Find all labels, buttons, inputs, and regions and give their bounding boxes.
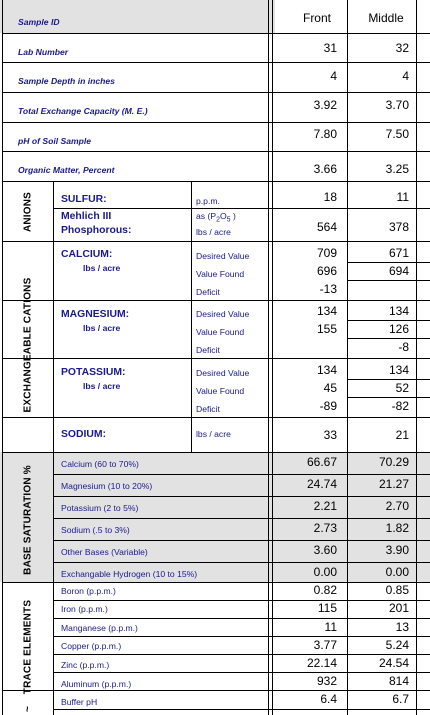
base-sat-middle: 3.90 (385, 543, 409, 557)
calcium-desired-middle: 671 (388, 246, 409, 260)
sulfur-front-value: 18 (323, 190, 337, 204)
sulfur-middle-value: 11 (396, 190, 409, 204)
potassium-desired-middle: 134 (388, 363, 409, 377)
row-label: pH of Soil Sample (18, 136, 92, 146)
phosphorous-unit-formula: as ($P_2O_5$ ) (196, 211, 236, 224)
phosphorous-middle-value: 378 (388, 220, 409, 234)
base-sat-label: Other Bases (Variable) (61, 547, 148, 557)
rule-horizontal (347, 379, 430, 380)
phosphorous-name-line2: Phosphorous: (61, 225, 132, 236)
calcium-desired-label: Desired Value (196, 251, 250, 261)
rule-horizontal (347, 338, 430, 339)
base-sat-front: 24.74 (306, 477, 337, 491)
base-sat-label: Magnesium (10 to 20%) (61, 481, 153, 491)
rule-horizontal (347, 280, 430, 281)
potassium-desired-label: Desired Value (196, 368, 250, 378)
phosphorous-unit: lbs / acre (196, 227, 231, 237)
trace-middle: 24.54 (378, 656, 409, 670)
base-sat-middle: 1.82 (385, 521, 409, 535)
base-sat-front: 2.73 (313, 521, 337, 535)
trace-middle: 13 (395, 620, 409, 634)
row-label: Lab Number (18, 47, 69, 57)
magnesium-desired-label: Desired Value (196, 309, 250, 319)
rule-horizontal (2, 358, 430, 359)
sulfur-name: SULFUR: (61, 194, 107, 205)
rule-horizontal (2, 62, 430, 63)
row-front-value: 7.80 (313, 127, 337, 141)
rule-horizontal (53, 672, 430, 673)
row-front-value: 3.92 (313, 98, 337, 112)
trace-label: Manganese (p.p.m.) (61, 623, 138, 633)
rule-horizontal (2, 92, 430, 93)
magnesium-found-label: Value Found (196, 327, 245, 337)
row-label: Sample Depth in inches (18, 76, 115, 86)
potassium-unit: lbs / acre (83, 381, 121, 391)
calcium-desired-front: 709 (316, 246, 337, 260)
potassium-found-middle: 52 (395, 381, 409, 395)
row-front-value: 3.66 (313, 162, 337, 176)
calcium-unit: lbs / acre (83, 263, 121, 273)
magnesium-name: MAGNESIUM: (61, 309, 130, 320)
trace-front: 22.14 (306, 656, 337, 670)
rule-vertical (191, 181, 192, 452)
rule-horizontal (347, 320, 430, 321)
potassium-deficit-front: -89 (319, 399, 337, 413)
rule-horizontal (2, 181, 430, 182)
rule-horizontal (53, 636, 430, 637)
sodium-unit: lbs / acre (196, 429, 231, 439)
trace-middle: 0.85 (385, 583, 409, 597)
rule-horizontal (53, 208, 430, 209)
trace-middle: 5.24 (385, 638, 409, 652)
row-middle-value: 3.70 (385, 98, 409, 112)
rule-horizontal (53, 496, 430, 497)
buffer-ph-middle: 6.7 (392, 692, 409, 706)
section-exchangeable-cations: EXCHANGEABLE CATIONS (22, 277, 34, 413)
trace-label: Aluminum (p.p.m.) (61, 679, 132, 689)
base-sat-label: Calcium (60 to 70%) (61, 459, 139, 469)
rule-horizontal (53, 654, 430, 655)
calcium-name: CALCIUM: (61, 249, 113, 260)
column-front-header: Front (302, 11, 331, 25)
base-sat-middle: 0.00 (385, 565, 409, 579)
calcium-deficit-front: -13 (319, 282, 337, 296)
sulfur-unit: p.p.m. (196, 196, 220, 206)
trace-label: Boron (p.p.m.) (61, 586, 116, 596)
rule-horizontal (2, 122, 430, 123)
column-middle-header: Middle (368, 11, 404, 25)
base-sat-front: 3.60 (313, 543, 337, 557)
base-sat-middle: 21.27 (378, 477, 409, 491)
trace-front: 115 (317, 601, 337, 615)
rule-horizontal (347, 262, 430, 263)
potassium-deficit-label: Deficit (196, 404, 220, 414)
trace-label: Copper (p.p.m.) (61, 641, 122, 651)
calcium-found-middle: 694 (388, 264, 409, 278)
rule-vertical (53, 181, 54, 715)
trace-front: 0.82 (313, 583, 337, 597)
row-middle-value: 32 (395, 41, 409, 55)
rule-horizontal (53, 518, 430, 519)
calcium-found-label: Value Found (196, 269, 245, 279)
magnesium-desired-middle: 134 (388, 304, 409, 318)
base-sat-front: 2.21 (313, 499, 337, 513)
row-front-value: 31 (323, 41, 337, 55)
trace-front: 3.77 (313, 638, 337, 652)
base-sat-front: 66.67 (306, 455, 337, 469)
row-middle-value: 3.25 (385, 162, 409, 176)
potassium-name: POTASSIUM: (61, 367, 126, 378)
section-other: ~ (22, 705, 34, 713)
rule-horizontal (2, 690, 430, 691)
magnesium-deficit-middle: -8 (398, 340, 409, 354)
rule-horizontal (2, 300, 430, 301)
sodium-middle-value: 21 (395, 428, 409, 442)
magnesium-deficit-label: Deficit (196, 345, 220, 355)
trace-front: 932 (316, 674, 337, 688)
phosphorous-name-line1: Mehlich III (61, 211, 112, 222)
base-sat-middle: 2.70 (385, 499, 409, 513)
section-anions: ANIONS (22, 191, 34, 233)
potassium-desired-front: 134 (316, 363, 337, 377)
rule-horizontal (2, 151, 430, 152)
rule-horizontal (2, 241, 430, 242)
row-front-value: 4 (330, 69, 337, 83)
sample-id-label: Sample ID (18, 17, 60, 27)
rule-horizontal (53, 562, 430, 563)
potassium-deficit-middle: -82 (391, 399, 409, 413)
rule-horizontal (53, 618, 430, 619)
rule-horizontal (2, 417, 430, 418)
base-sat-front: 0.00 (313, 565, 337, 579)
rule-horizontal (53, 540, 430, 541)
base-sat-middle: 70.29 (378, 455, 409, 469)
row-middle-value: 7.50 (385, 127, 409, 141)
trace-front: 11 (324, 620, 337, 634)
section-trace-elements: TRACE ELEMENTS (22, 599, 34, 695)
magnesium-unit: lbs / acre (83, 323, 121, 333)
magnesium-found-front: 155 (316, 322, 337, 336)
trace-label: Iron (p.p.m.) (61, 604, 108, 614)
trace-middle: 201 (388, 601, 409, 615)
rule-horizontal (2, 452, 430, 453)
buffer-ph-front: 6.4 (320, 692, 337, 706)
calcium-deficit-label: Deficit (196, 287, 220, 297)
sodium-name: SODIUM: (61, 429, 107, 440)
calcium-found-front: 696 (316, 264, 337, 278)
rule-horizontal (53, 474, 430, 475)
phosphorous-front-value: 564 (316, 220, 337, 234)
rule-horizontal (347, 397, 430, 398)
trace-middle: 814 (388, 674, 409, 688)
row-middle-value: 4 (402, 69, 409, 83)
rule-horizontal (53, 709, 430, 710)
rule-horizontal (2, 33, 430, 34)
buffer-ph-label: Buffer pH (61, 697, 98, 707)
base-sat-label: Potassium (2 to 5%) (61, 503, 139, 513)
trace-label: Zinc (p.p.m.) (61, 660, 110, 670)
row-label: Total Exchange Capacity (M. E.) (18, 106, 148, 116)
magnesium-found-middle: 126 (388, 322, 409, 336)
potassium-found-front: 45 (323, 381, 337, 395)
base-sat-label: Sodium (.5 to 3%) (61, 525, 130, 535)
potassium-found-label: Value Found (196, 386, 245, 396)
section-base-saturation: BASE SATURATION % (22, 465, 34, 575)
magnesium-desired-front: 134 (316, 304, 337, 318)
sodium-front-value: 33 (323, 428, 337, 442)
base-sat-label: Exchangable Hydrogen (10 to 15%) (61, 569, 198, 579)
row-label: Organic Matter, Percent (18, 165, 115, 175)
